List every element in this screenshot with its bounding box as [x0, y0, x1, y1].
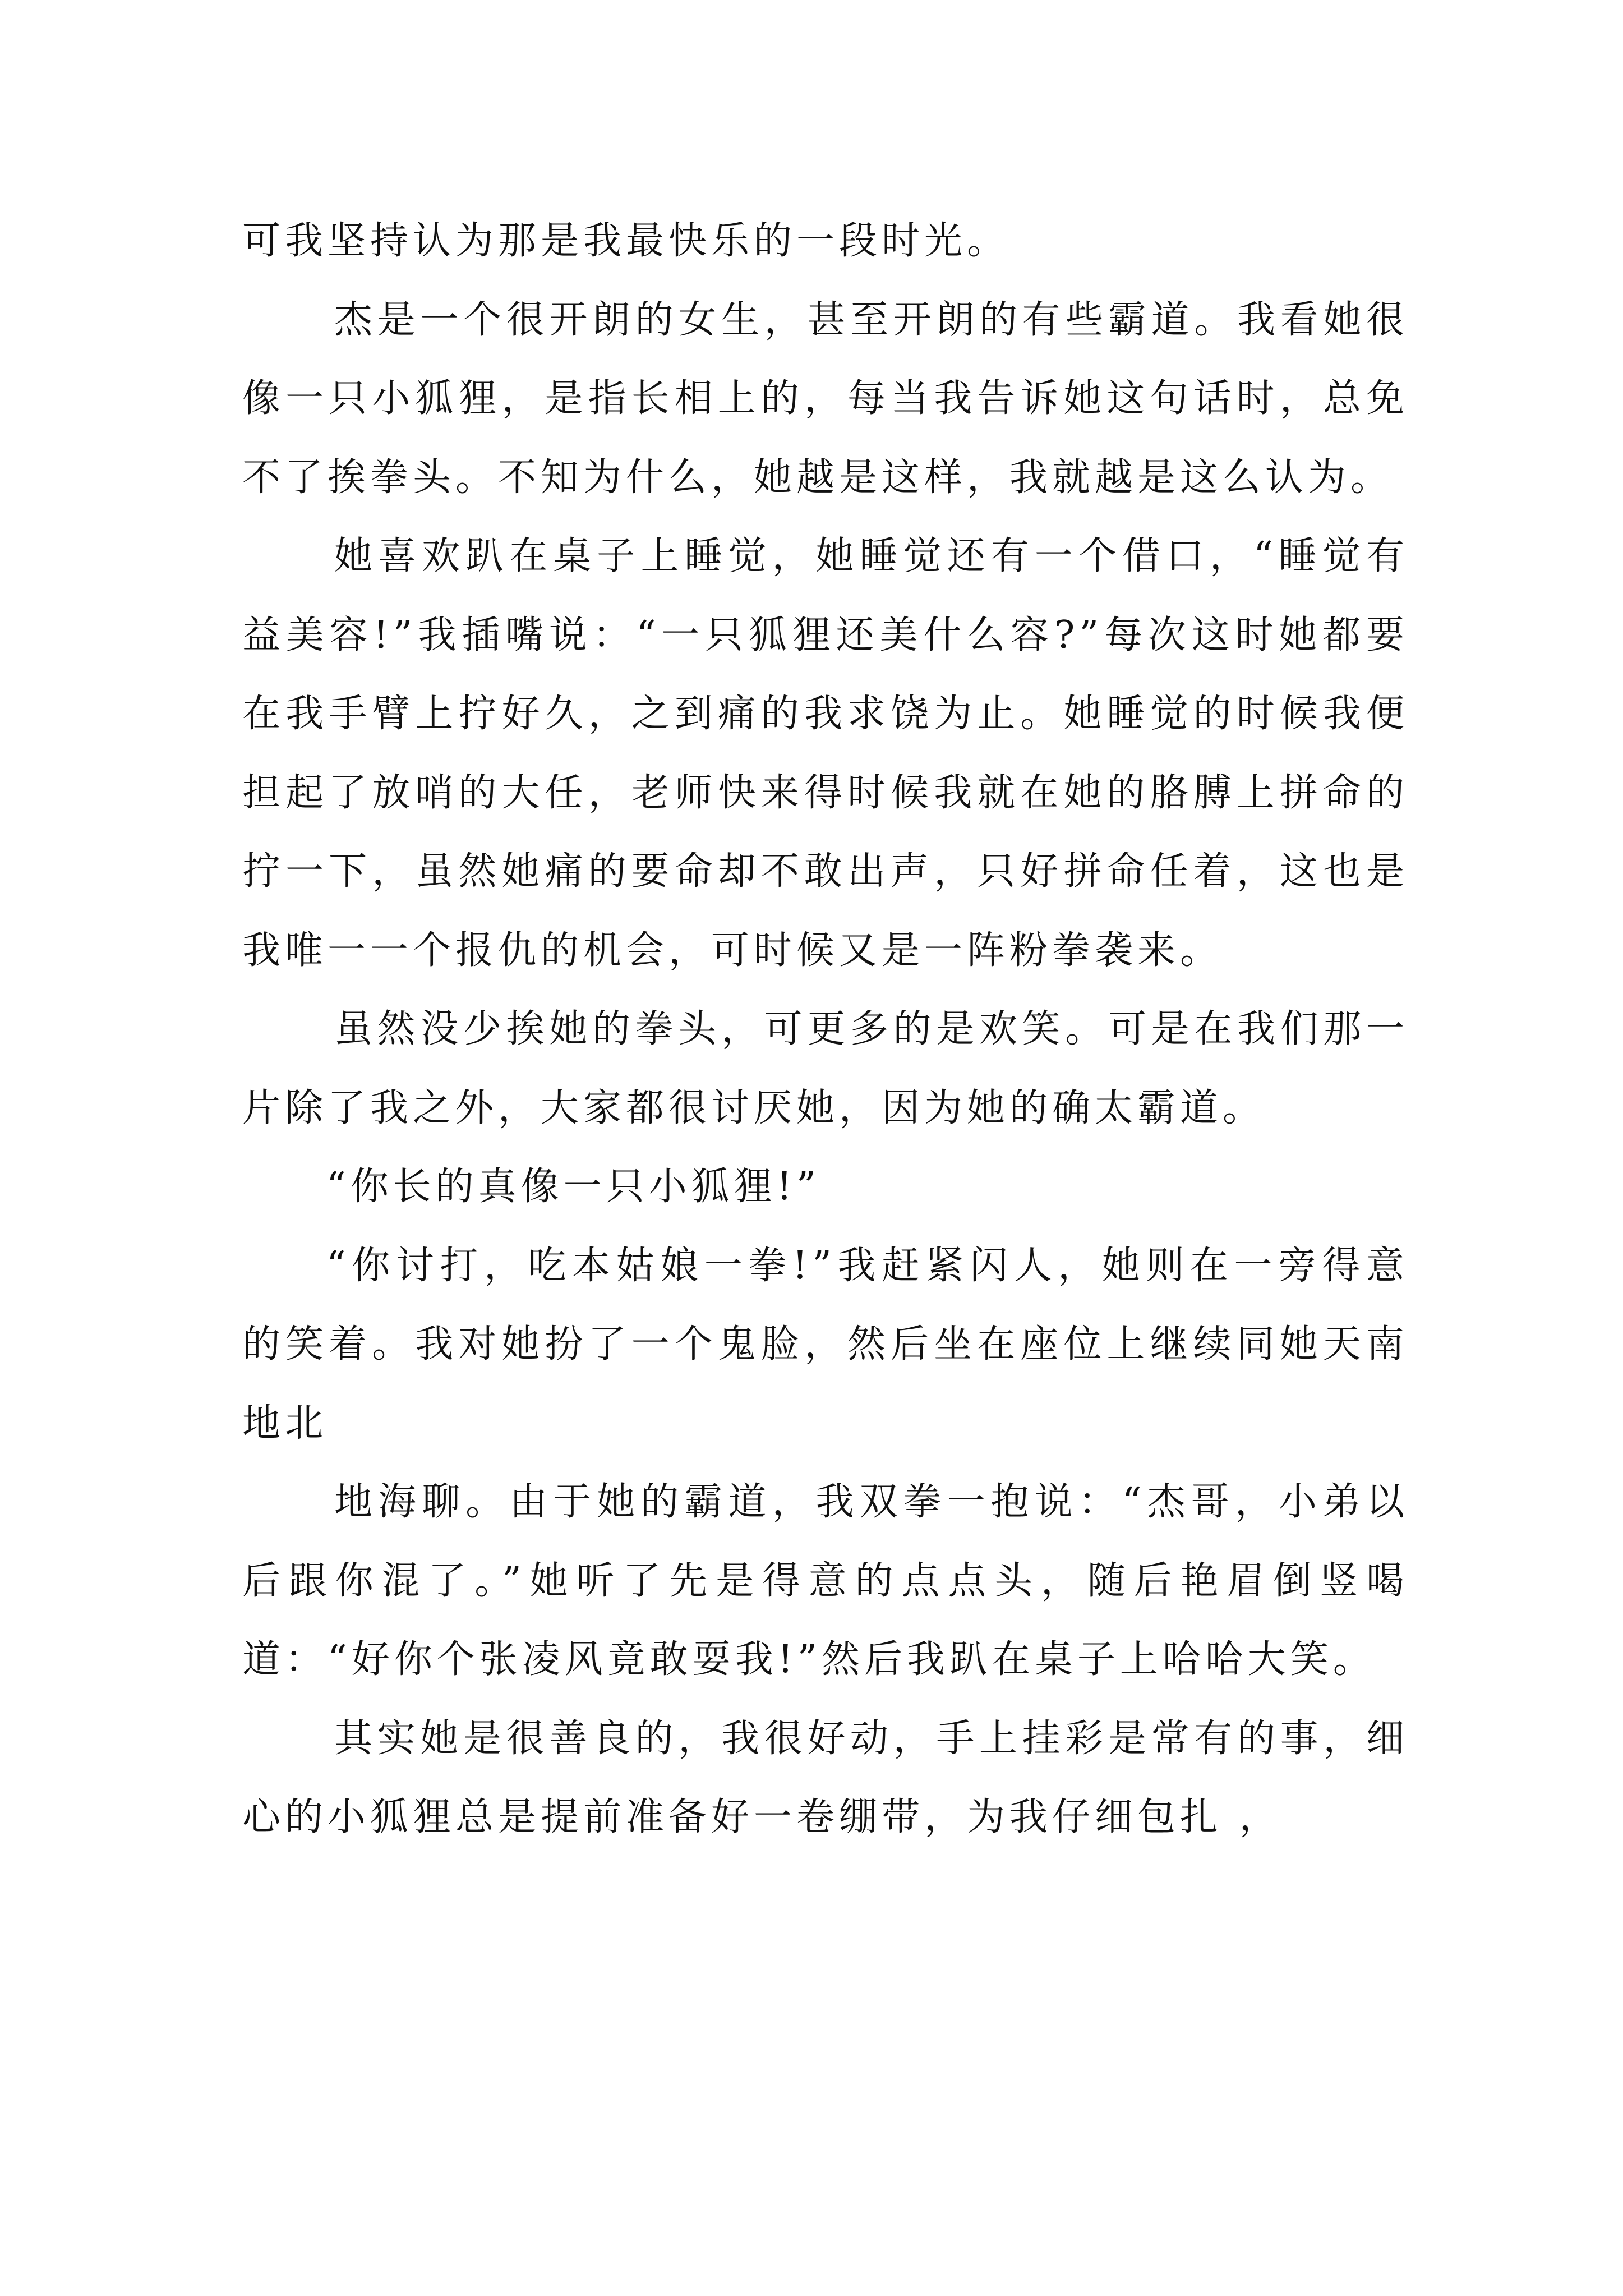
paragraph-2: 杰是一个很开朗的女生，甚至开朗的有些霸道。我看她很像一只小狐狸，是指长相上的，每当我告诉她这句话时，总免不了挨拳头。不知为什么，她越是这样，我就越是这么认为。 — [242, 297, 1409, 500]
paragraph-7: 地海聊。由于她的霸道，我双拳一抱说：“杰哥，小弟以后跟你混了。”她听了先是得意的点点头，随后艳眉倒竖喝道：“好你个张凌风竟敢耍我!”然后我趴在桌子上哈哈大笑。 — [242, 1480, 1409, 1682]
document-body — [242, 202, 1409, 1857]
paragraph-5: “你长的真像一只小狐狸!” — [326, 1165, 820, 1209]
paragraph-4: 虽然没少挨她的拳头，可更多的是欢笑。可是在我们那一片除了我之外，大家都很讨厌她，因为她的确太霸道。 — [242, 1007, 1409, 1130]
paragraph-3: 她喜欢趴在桌子上睡觉，她睡觉还有一个借口，“睡觉有益美容!”我插嘴说：“一只狐狸还美什么容?”每次这时她都要在我手臂上拧好久，之到痛的我求饶为止。她睡觉的时候我便担起了放哨的大任，老师快来得时候我就在她的胳膊上拼命的拧一下，虽然她痛的要命却不敢出声，只好拼命任着，这也是我唯一一个报仇的机会，可时候又是一阵粉拳袭来。 — [242, 534, 1409, 973]
paragraph-6: “你讨打，吃本姑娘一拳!”我赶紧闪人，她则在一旁得意的笑着。我对她扮了一个鬼脸，然后坐在座位上继续同她天南地北 — [242, 1243, 1409, 1446]
paragraph-1: 可我坚持认为那是我最快乐的一段时光。 — [242, 219, 1010, 263]
paragraph-8: 其实她是很善良的，我很好动，手上挂彩是常有的事，细心的小狐狸总是提前准备好一卷绷带，为我仔细包扎 ， — [242, 1716, 1409, 1839]
